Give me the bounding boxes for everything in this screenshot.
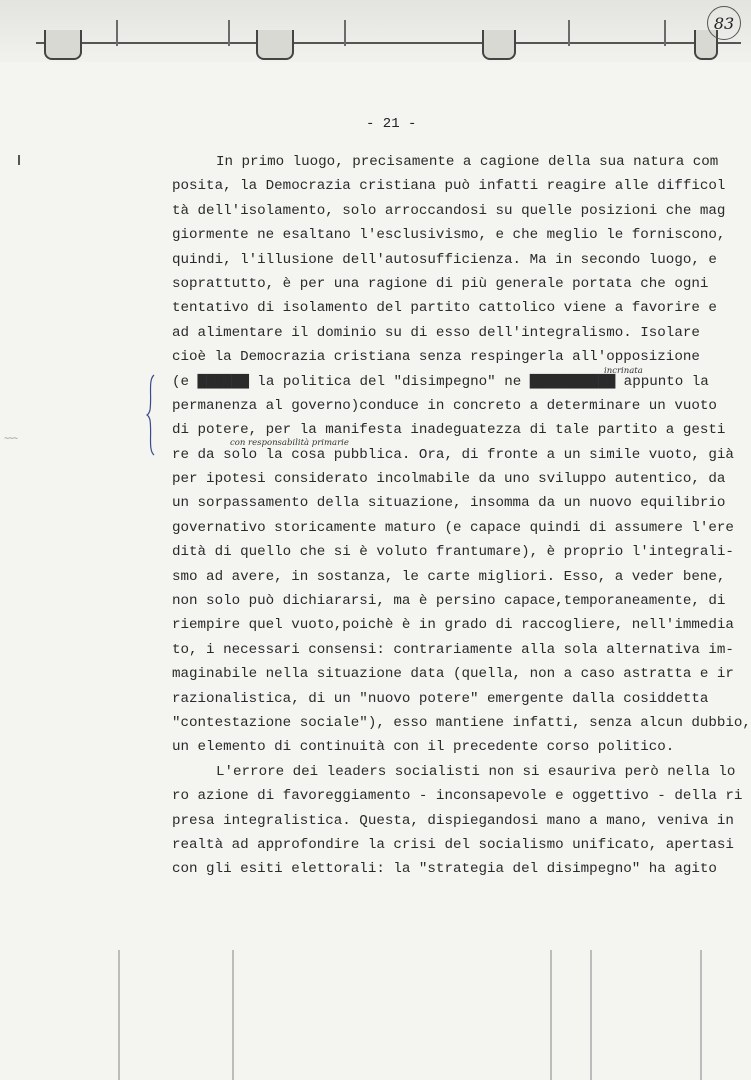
text-line: soprattutto, è per una ragione di più generale portata che ogni xyxy=(172,275,709,292)
scan-artifact xyxy=(228,20,230,46)
text-line: dità di quello che si è voluto frantumare), è proprio l'integrali- xyxy=(172,544,734,561)
binder-tab xyxy=(256,30,294,60)
text-line-redacted: (e ▇▇▇▇▇▇ la politica del "disimpegno" ne ▇▇▇▇▇▇▇▇▇▇ appunto la xyxy=(172,373,709,390)
text-line: presa integralistica. Questa, dispiegandosi mano a mano, veniva in xyxy=(172,812,734,829)
text-line: cioè la Democrazia cristiana senza respingerla all'opposizione xyxy=(172,349,700,366)
handwritten-annotation: con responsabilità primarie xyxy=(230,438,349,448)
text-line: governativo storicamente maturo (e capace quindi di assumere l'ere xyxy=(172,519,734,536)
text-line: non solo può dichiararsi, ma è persino capace,temporaneamente, di xyxy=(172,593,726,610)
typed-body-text xyxy=(172,150,751,882)
text-line: In primo luogo, precisamente a cagione della sua natura com xyxy=(216,154,719,170)
scan-artifact xyxy=(590,950,592,1080)
text-line: "contestazione sociale"), esso mantiene infatti, senza alcun dubbio, xyxy=(172,714,751,731)
text-line: un sorpassamento della situazione, insomma da un nuovo equilibrio xyxy=(172,495,726,512)
text-line: smo ad avere, in sostanza, le carte migliori. Esso, a veder bene, xyxy=(172,568,726,585)
scan-artifact xyxy=(118,950,120,1080)
binder-edge-line xyxy=(36,42,741,44)
scan-artifact xyxy=(700,950,702,1080)
scan-artifact xyxy=(116,20,118,46)
text-line: posita, la Democrazia cristiana può infatti reagire alle difficol xyxy=(172,178,726,195)
text-line: permanenza al governo)conduce in concreto a determinare un vuoto xyxy=(172,397,717,414)
scan-artifact xyxy=(550,950,552,1080)
text-line: maginabile nella situazione data (quella, non a caso astratta e ir xyxy=(172,666,734,683)
handwritten-brace-icon xyxy=(146,374,156,456)
scan-footer-strip xyxy=(0,940,751,1080)
margin-scribble: ~~~ xyxy=(4,434,18,444)
text-line: tà dell'isolamento, solo arroccandosi su quelle posizioni che mag xyxy=(172,202,726,219)
text-line: tentativo di isolamento del partito cattolico viene a favorire e xyxy=(172,300,717,317)
margin-tick xyxy=(18,155,20,165)
text-line: giormente ne esaltano l'esclusivismo, e che meglio le forniscono, xyxy=(172,227,726,244)
scan-artifact xyxy=(232,950,234,1080)
binder-tab xyxy=(44,30,82,60)
page-number: - 21 - xyxy=(366,116,417,132)
scan-header-strip xyxy=(0,0,751,62)
text-line: un elemento di continuità con il precedente corso politico. xyxy=(172,739,675,756)
text-line: di potere, per la manifesta inadeguatezza di tale partito a gesti xyxy=(172,422,726,439)
text-line: ad alimentare il dominio su di esso dell'integralismo. Isolare xyxy=(172,324,700,341)
binder-tab xyxy=(482,30,516,60)
archive-page-stamp: 83 xyxy=(707,6,741,40)
text-line: re da solo la cosa pubblica. Ora, di fronte a un simile vuoto, già xyxy=(172,446,734,463)
text-line: con gli esiti elettorali: la "strategia del disimpegno" ha agito xyxy=(172,861,717,878)
scan-artifact xyxy=(568,20,570,46)
text-line: per ipotesi considerato incolmabile da uno sviluppo autentico, da xyxy=(172,471,726,488)
text-line: razionalistica, di un "nuovo potere" emergente dalla cosiddetta xyxy=(172,690,709,707)
text-line: realtà ad approfondire la crisi del socialismo unificato, apertasi xyxy=(172,836,734,853)
scan-artifact xyxy=(344,20,346,46)
text-line: quindi, l'illusione dell'autosufficienza. Ma in secondo luogo, e xyxy=(172,251,717,268)
handwritten-annotation: incrinata xyxy=(604,366,643,376)
text-line: L'errore dei leaders socialisti non si esauriva però nella lo xyxy=(216,763,736,780)
text-line: to, i necessari consensi: contrariamente alla sola alternativa im- xyxy=(172,641,734,658)
text-line: riempire quel vuoto,poichè è in grado di raccogliere, nell'immedia xyxy=(172,617,734,634)
scan-artifact xyxy=(664,20,666,46)
text-line: ro azione di favoreggiamento - inconsapevole e oggettivo - della ri xyxy=(172,788,743,805)
